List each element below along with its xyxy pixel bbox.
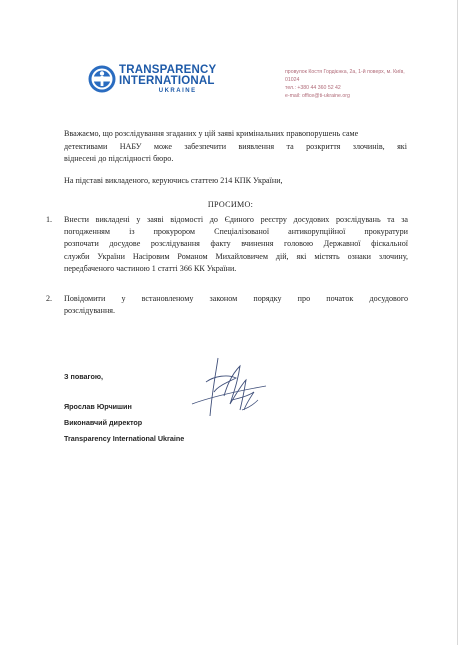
address-phone: тел.: +380 44 360 52 42	[285, 85, 341, 91]
signatory-organization: Transparency International Ukraine	[64, 434, 185, 443]
request-item-text	[64, 293, 408, 317]
list-number: 1.	[46, 215, 53, 224]
item-line: служби України Насіровим Романом Михайловичем дій, які містять ознаки злочину,	[64, 251, 408, 261]
request-item	[46, 214, 408, 275]
ti-logo	[87, 64, 237, 98]
item-line: Внести викладені у заяві відомості до Єдиного реєстру досудових розслідувань та за	[64, 215, 408, 224]
signatory-role: Виконавчий директор	[64, 418, 143, 427]
request-heading: ПРОСИМО:	[207, 200, 254, 209]
item-line: погодженням із прокурором Спеціалізованої антикорупційної прокуратури	[64, 227, 408, 237]
logo-line-ukraine: UKRAINE	[158, 88, 197, 94]
handwritten-signature	[188, 352, 270, 422]
list-number: 2.	[46, 294, 53, 303]
paragraph-legal-basis	[64, 175, 407, 188]
signatory-name: Ярослав Юрчишин	[64, 402, 132, 411]
logo-wordmark	[119, 65, 216, 95]
logo-line-transparency: TRANSPARENCY	[119, 64, 217, 76]
sender-address	[285, 68, 405, 100]
paragraph-line: На підставі викладеного, керуючись статтею 214 КПК України,	[64, 176, 283, 185]
request-item-text	[64, 214, 408, 275]
address-postcode: 01024	[285, 77, 300, 83]
item-line: розслідування.	[64, 306, 116, 316]
address-email: e-mail: office@ti-ukraine.org	[285, 93, 350, 99]
closing-greeting: З повагою,	[64, 372, 103, 381]
logo-line-international: INTERNATIONAL	[119, 75, 215, 87]
item-line: Повідомити у встановленому законом порядку про початок досудового	[64, 294, 408, 303]
ti-logo-icon	[87, 64, 117, 94]
item-line: розпочати досудове розслідування факту вчинення головою Державної фіскальної	[64, 239, 408, 249]
item-line: передбаченого частиною 1 статті 366 КК України.	[64, 263, 237, 273]
page-edge-divider	[457, 0, 458, 645]
paragraph-line: детективами НАБУ може забезпечити виявлення та розкриття злочинів, які	[64, 141, 407, 151]
paragraph-line: віднесені до підслідності бюро.	[64, 154, 174, 163]
paragraph-line: Вважаємо, що розслідування згаданих у цій заяві кримінальних правопорушень саме	[64, 129, 359, 138]
paragraph-conclusion	[64, 128, 407, 166]
address-street: провулок Костя Гордієнка, 2а, 1-й поверх, м. Київ,	[285, 69, 405, 75]
request-item	[46, 293, 408, 317]
